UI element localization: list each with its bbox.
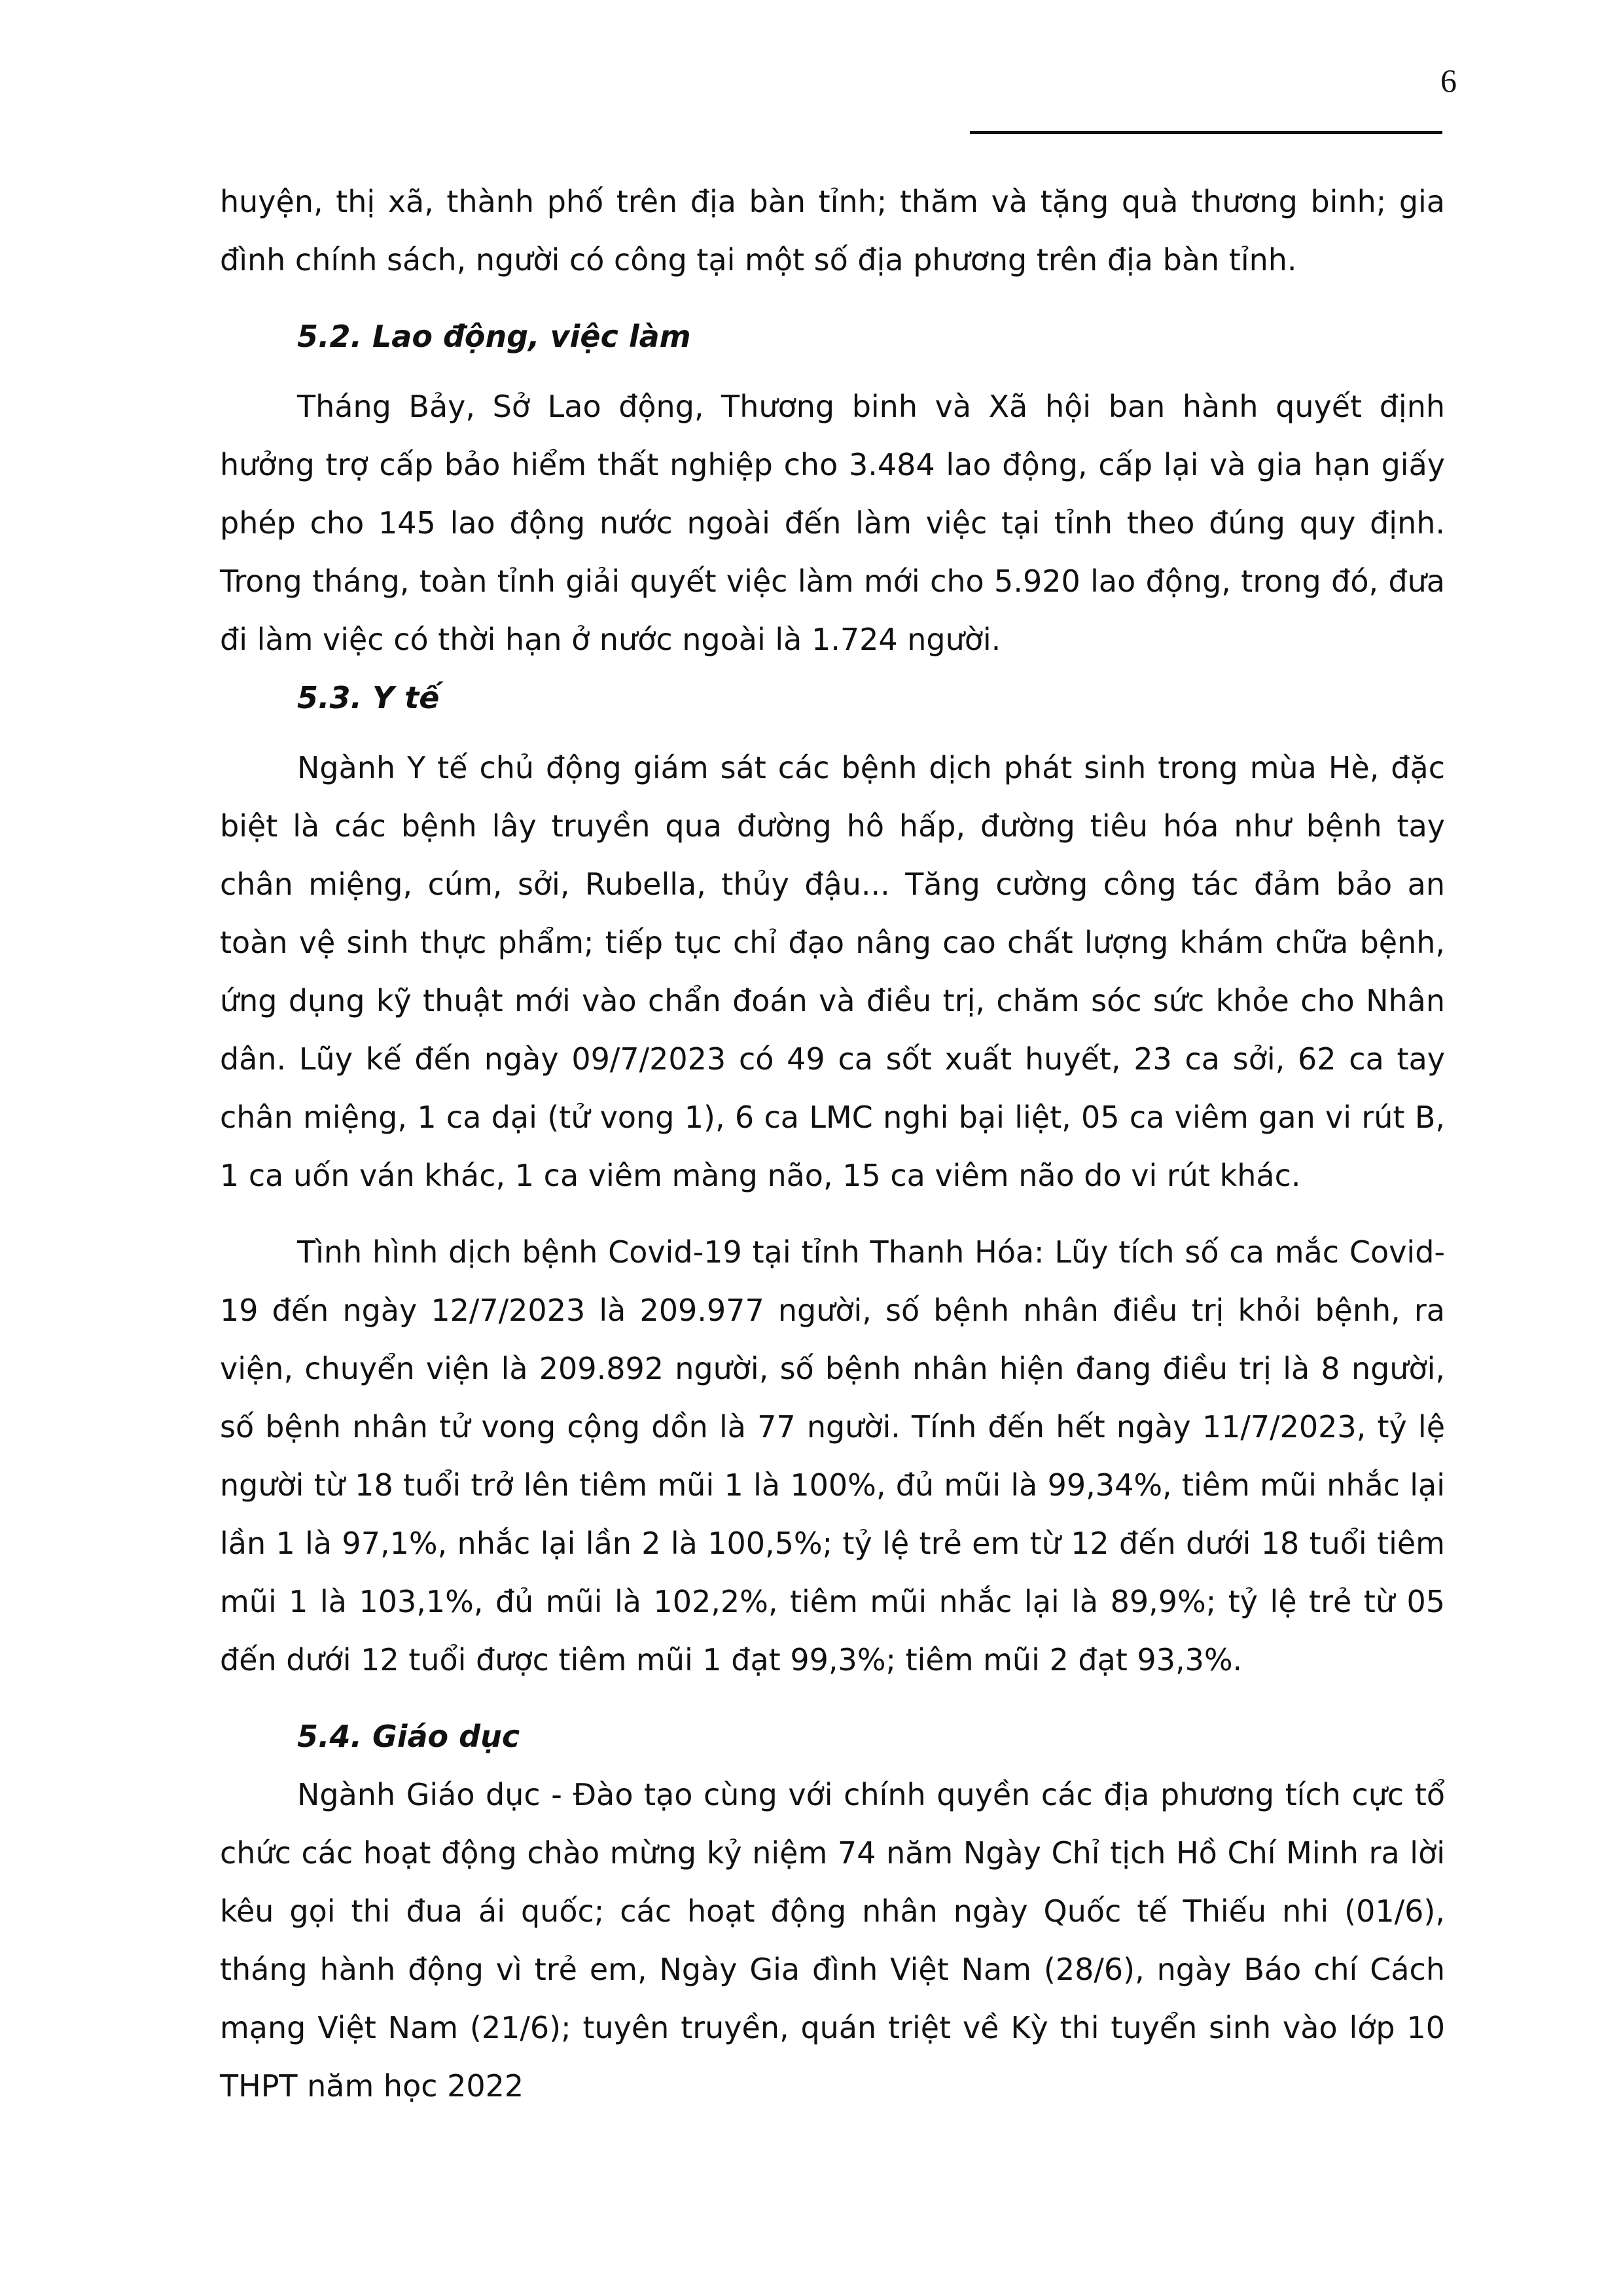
paragraph-education: Ngành Giáo dục - Đào tạo cùng với chính quyền các địa phương tích cực tổ chức các hoạt động chào mừng kỷ niệm 74 năm Ngày Chỉ tịch Hồ Chí Minh ra lời kêu gọi thi đua ái quốc; các hoạt động nhân ngày Quốc tế Thiếu nhi (01/6), tháng hành động vì trẻ em, Ngày Gia đình Việt Nam (28/6), ngày Báo chí Cách mạng Việt Nam (21/6); tuyên truyền, quán triệt về Kỳ thi tuyển sinh vào lớp 10 THPT năm học 2022: [220, 1777, 1445, 2104]
paragraph-labor: Tháng Bảy, Sở Lao động, Thương binh và Xã hội ban hành quyết định hưởng trợ cấp bảo hiểm thất nghiệp cho 3.484 lao động, cấp lại và gia hạn giấy phép cho 145 lao động nước ngoài đến làm việc tại tỉnh theo đúng quy định. Trong tháng, toàn tỉnh giải quyết việc làm mới cho 5.920 lao động, trong đó, đưa đi làm việc có thời hạn ở nước ngoài là 1.724 người.: [220, 389, 1445, 657]
document-body: [220, 173, 1445, 2115]
page-number: 6: [1440, 62, 1457, 99]
paragraph-health: Ngành Y tế chủ động giám sát các bệnh dịch phát sinh trong mùa Hè, đặc biệt là các bệnh lây truyền qua đường hô hấp, đường tiêu hóa như bệnh tay chân miệng, cúm, sởi, Rubella, thủy đậu... Tăng cường công tác đảm bảo an toàn vệ sinh thực phẩm; tiếp tục chỉ đạo nâng cao chất lượng khám chữa bệnh, ứng dụng kỹ thuật mới vào chẩn đoán và điều trị, chăm sóc sức khỏe cho Nhân dân. Lũy kế đến ngày 09/7/2023 có 49 ca sốt xuất huyết, 23 ca sởi, 62 ca tay chân miệng, 1 ca dại (tử vong 1), 6 ca LMC nghi bại liệt, 05 ca viêm gan vi rút B, 1 ca uốn ván khác, 1 ca viêm màng não, 15 ca viêm não do vi rút khác.: [220, 750, 1445, 1193]
header-rule: [970, 131, 1442, 134]
paragraph-covid: Tình hình dịch bệnh Covid-19 tại tỉnh Thanh Hóa: Lũy tích số ca mắc Covid-19 đến ngày 12/7/2023 là 209.977 người, số bệnh nhân điều trị khỏi bệnh, ra viện, chuyển viện là 209.892 người, số bệnh nhân hiện đang điều trị là 8 người, số bệnh nhân tử vong cộng dồn là 77 người. Tính đến hết ngày 11/7/2023, tỷ lệ người từ 18 tuổi trở lên tiêm mũi 1 là 100%, đủ mũi là 99,34%, tiêm mũi nhắc lại lần 1 là 97,1%, nhắc lại lần 2 là 100,5%; tỷ lệ trẻ em từ 12 đến dưới 18 tuổi tiêm mũi 1 là 103,1%, đủ mũi là 102,2%, tiêm mũi nhắc lại là 89,9%; tỷ lệ trẻ từ 05 đến dưới 12 tuổi được tiêm mũi 1 đạt 99,3%; tiêm mũi 2 đạt 93,3%.: [220, 1234, 1445, 1677]
section-heading-5-3: 5.3. Y tế: [297, 680, 440, 715]
paragraph-continuation: huyện, thị xã, thành phố trên địa bàn tỉnh; thăm và tặng quà thương binh; gia đình chính sách, người có công tại một số địa phương trên địa bàn tỉnh.: [220, 184, 1445, 278]
section-heading-5-4: 5.4. Giáo dục: [297, 1719, 520, 1754]
section-heading-5-2: 5.2. Lao động, việc làm: [297, 319, 691, 354]
